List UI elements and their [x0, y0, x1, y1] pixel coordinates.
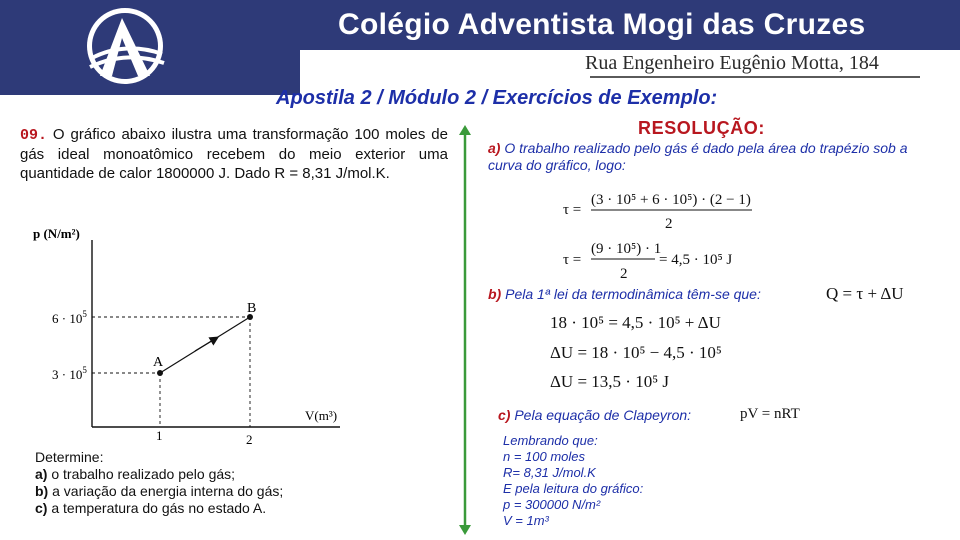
given-line: V = 1m³: [503, 513, 549, 528]
school-address: Rua Engenheiro Eugênio Motta, 184: [585, 52, 879, 74]
given-line: E pela leitura do gráfico:: [503, 481, 644, 496]
direction-arrow-icon: [195, 339, 215, 351]
divider-arrow-up-icon: [459, 125, 471, 135]
problem-text: O gráfico abaixo ilustra uma transformação 100 moles de gás ideal monoatômico recebem do meio exterior uma quantidade de calor 1800000 J. Dado R = 8,31 J/mol.K.: [20, 126, 448, 182]
column-divider: [455, 125, 475, 535]
eq2-numerator: (9 · 10⁵) · 1: [591, 241, 662, 257]
x-tick-1: 1: [156, 428, 163, 443]
first-law-equation: Q = τ + ΔU: [826, 284, 904, 303]
question-b: b) a variação da energia interna do gás;: [35, 483, 284, 499]
given-line: n = 100 moles: [503, 449, 586, 464]
questions-intro: Determine:: [35, 449, 104, 465]
pv-graph: [25, 222, 365, 452]
given-line: p = 300000 N/m²: [503, 497, 601, 512]
school-name: Colégio Adventista Mogi das Cruzes: [338, 8, 866, 41]
questions-list: [35, 449, 283, 517]
logo-panel: [0, 0, 300, 95]
eq2-lhs: τ =: [563, 252, 582, 268]
point-b-label: B: [247, 301, 257, 316]
eq2-result: = 4,5 · 10⁵ J: [659, 252, 733, 268]
eq1-denominator: 2: [665, 216, 673, 232]
resolution-a-text: a) O trabalho realizado pelo gás é dado pela área do trapézio sob a curva do gráfico, logo:: [488, 140, 908, 173]
question-c: c) a temperatura do gás no estado A.: [35, 500, 267, 516]
y-axis-label: p (N/m²): [33, 226, 80, 241]
energy-eq2: ΔU = 18 · 10⁵ − 4,5 · 10⁵: [550, 343, 722, 362]
address-underline: [590, 76, 920, 78]
y-tick-6e5: $6 \cdot 10^5$: [52, 309, 87, 326]
eq1-numerator: (3 · 10⁵ + 6 · 10⁵) · (2 − 1): [591, 192, 751, 208]
resolution-b-text: b) Pela 1ª lei da termodinâmica têm-se que:: [488, 286, 761, 302]
given-values-list: [503, 433, 643, 529]
energy-eq1: 18 · 10⁵ = 4,5 · 10⁵ + ΔU: [550, 313, 721, 332]
divider-arrow-down-icon: [459, 525, 471, 535]
y-tick-3e5: $3 \cdot 10^5$: [52, 365, 87, 382]
point-a-label: A: [153, 355, 164, 370]
resolution-title: RESOLUÇÃO:: [638, 118, 765, 138]
eq1-lhs: τ =: [563, 202, 582, 218]
eq2-denominator: 2: [620, 266, 628, 282]
work-equations: [555, 185, 775, 285]
x-axis-label: V(m³): [305, 408, 338, 423]
clapeyron-equation: pV = nRT: [740, 406, 800, 422]
resolution-c-text: c) Pela equação de Clapeyron:: [498, 407, 692, 423]
x-tick-2: 2: [246, 432, 253, 447]
question-a: a) o trabalho realizado pelo gás;: [35, 466, 236, 482]
problem-statement: [20, 125, 448, 183]
adventist-logo-icon: [0, 0, 300, 95]
point-a-marker: [157, 370, 163, 376]
given-line: Lembrando que:: [503, 433, 598, 448]
given-line: R= 8,31 J/mol.K: [503, 465, 596, 480]
problem-number: 09.: [20, 127, 48, 144]
page-subtitle: Apostila 2 / Módulo 2 / Exercícios de Exemplo:: [276, 87, 718, 109]
energy-eq3: ΔU = 13,5 · 10⁵ J: [550, 372, 669, 391]
